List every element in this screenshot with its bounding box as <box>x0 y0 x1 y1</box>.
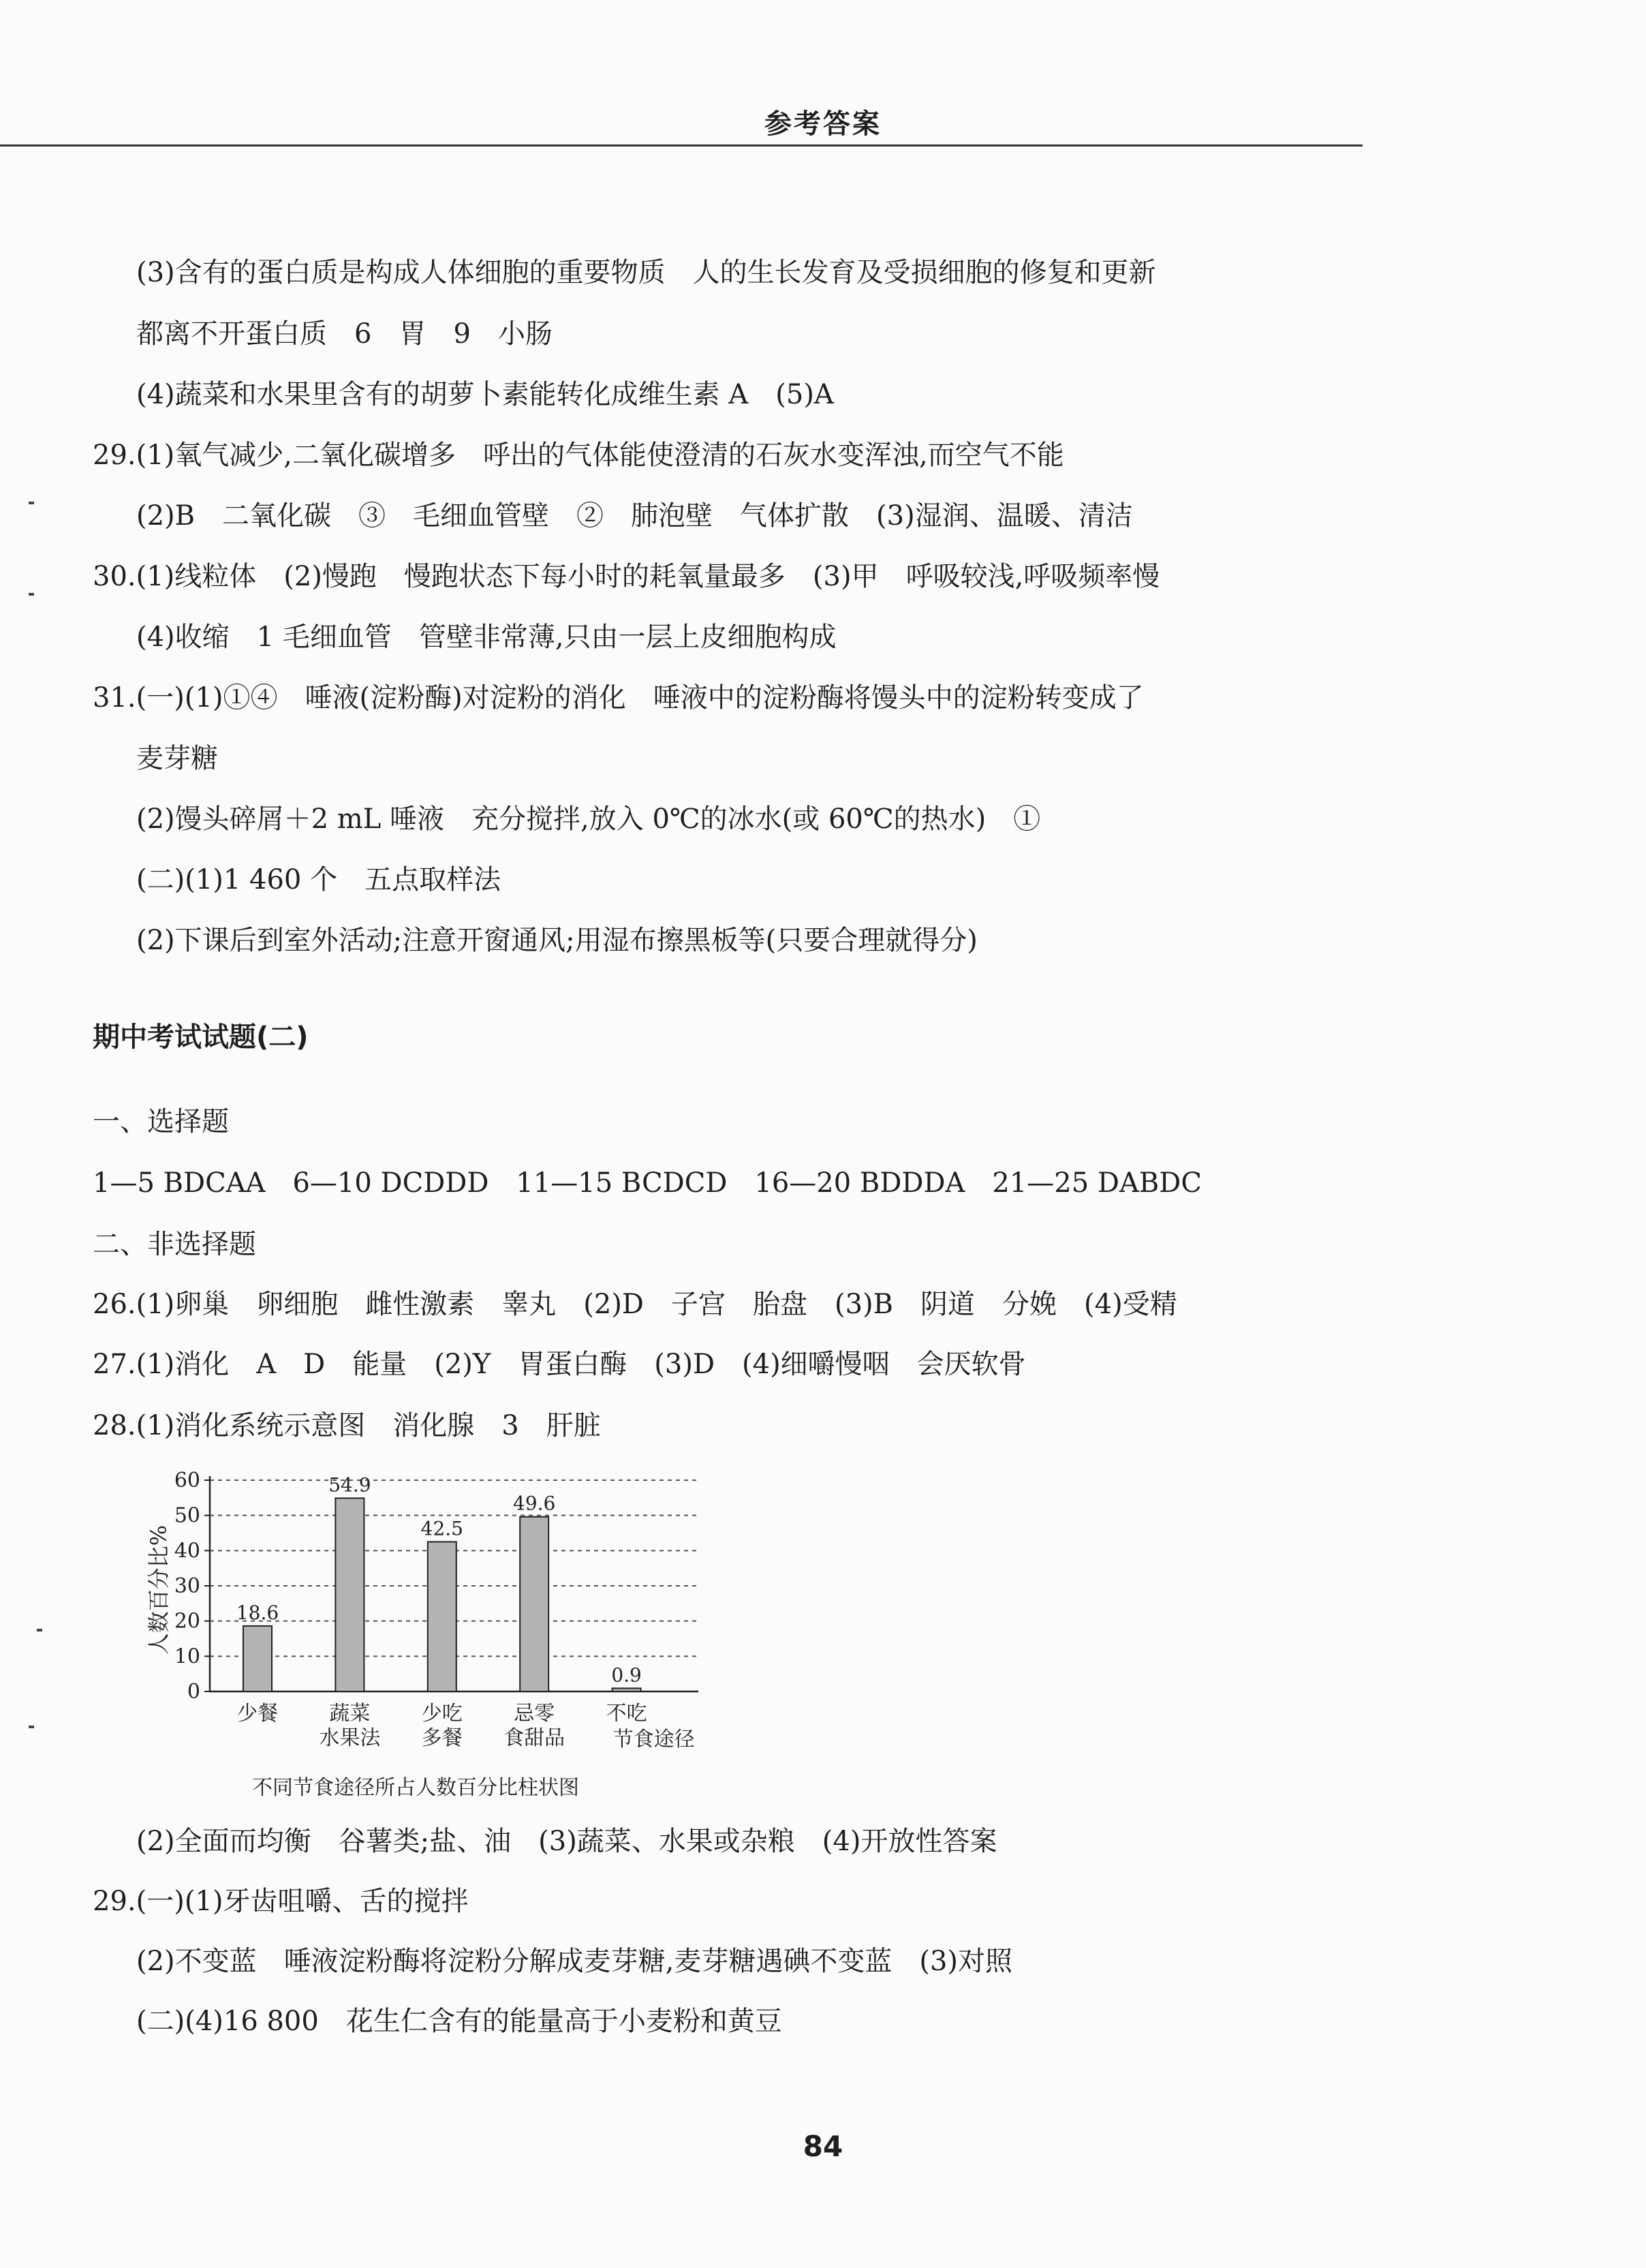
x-tick-label: 多餐 <box>421 1726 463 1750</box>
data-label: 54.9 <box>328 1473 371 1497</box>
x-tick-label: 少餐 <box>237 1702 278 1726</box>
bar <box>520 1517 548 1691</box>
bar <box>335 1498 364 1691</box>
answer-line: 一、选择题 <box>93 1106 229 1137</box>
answer-line: 28.(1)消化系统示意图 消化腺 3 肝脏 <box>93 1410 601 1441</box>
answer-line: (2)B 二氧化碳 ③ 毛细血管壁 ② 肺泡壁 气体扩散 (3)湿润、温暖、清洁 <box>136 500 1133 532</box>
answer-line: 30.(1)线粒体 (2)慢跑 慢跑状态下每小时的耗氧量最多 (3)甲 呼吸较浅,呼吸频率慢 <box>93 561 1160 592</box>
data-label: 42.5 <box>420 1517 463 1540</box>
scan-mark <box>29 1726 34 1728</box>
y-tick-label: 0 <box>187 1680 200 1704</box>
page-number: 84 <box>803 2130 843 2163</box>
data-label: 18.6 <box>236 1601 279 1624</box>
answer-line: 29.(1)氧气减少,二氧化碳增多 呼出的气体能使澄清的石灰水变浑浊,而空气不能 <box>93 440 1064 471</box>
data-label: 49.6 <box>513 1492 556 1515</box>
answer-line: (二)(4)16 800 花生仁含有的能量高于小麦粉和黄豆 <box>136 2006 782 2037</box>
answer-line: 26.(1)卵巢 卵细胞 雌性激素 睾丸 (2)D 子宫 胎盘 (3)B 阴道 分娩 (4)受精 <box>93 1289 1177 1320</box>
bar-chart-svg <box>136 1465 749 1806</box>
answer-line: (4)收缩 1 毛细血管 管壁非常薄,只由一层上皮细胞构成 <box>136 622 837 653</box>
y-tick-label: 40 <box>174 1539 200 1563</box>
chart-caption: 不同节食途径所占人数百分比柱状图 <box>252 1776 579 1800</box>
answer-line: (2)馒头碎屑＋2 mL 唾液 充分搅拌,放入 0℃的冰水(或 60℃的热水) ① <box>136 803 1041 835</box>
y-axis-label: 人数百分比% <box>146 1524 172 1655</box>
answer-line: 27.(1)消化 A D 能量 (2)Y 胃蛋白酶 (3)D (4)细嚼慢咽 会厌软骨 <box>93 1349 1026 1380</box>
scan-mark <box>29 502 34 504</box>
answer-line: 1—5 BDCAA 6—10 DCDDD 11—15 BCDCD 16—20 BDDDA 21—25 DABDC <box>93 1167 1202 1199</box>
bar <box>428 1542 456 1691</box>
scan-mark <box>37 1629 42 1631</box>
answer-line: 31.(一)(1)①④ 唾液(淀粉酶)对淀粉的消化 唾液中的淀粉酶将馒头中的淀粉转变成了 <box>93 682 1144 714</box>
x-axis-label: 节食途径 <box>612 1728 695 1751</box>
x-tick-label: 水果法 <box>319 1726 381 1750</box>
answer-line: 29.(一)(1)牙齿咀嚼、舌的搅拌 <box>93 1886 469 1917</box>
header-rule <box>0 144 1363 147</box>
answer-line: (4)蔬菜和水果里含有的胡萝卜素能转化成维生素 A (5)A <box>136 379 834 410</box>
section-title: 期中考试试题(二) <box>93 1022 309 1053</box>
answer-line: 二、非选择题 <box>93 1229 256 1260</box>
x-tick-label: 忌零 <box>514 1702 555 1726</box>
answer-line: (二)(1)1 460 个 五点取样法 <box>136 864 501 895</box>
x-tick-label: 食甜品 <box>503 1726 565 1750</box>
scan-mark <box>29 593 34 596</box>
y-tick-label: 20 <box>174 1609 200 1634</box>
answer-line: 都离不开蛋白质 6 胃 9 小肠 <box>136 318 553 350</box>
x-tick-label: 少吃 <box>421 1702 463 1726</box>
y-tick-label: 10 <box>174 1644 200 1669</box>
x-tick-label: 蔬菜 <box>329 1702 371 1726</box>
page-header-title: 参考答案 <box>764 108 882 140</box>
bar <box>612 1688 641 1691</box>
answer-line: (3)含有的蛋白质是构成人体细胞的重要物质 人的生长发育及受损细胞的修复和更新 <box>136 257 1156 288</box>
answer-line: (2)全面而均衡 谷薯类;盐、油 (3)蔬菜、水果或杂粮 (4)开放性答案 <box>136 1826 997 1857</box>
answer-line: (2)不变蓝 唾液淀粉酶将淀粉分解成麦芽糖,麦芽糖遇碘不变蓝 (3)对照 <box>136 1946 1013 1977</box>
answer-line: 麦芽糖 <box>136 743 218 774</box>
y-tick-label: 30 <box>174 1574 200 1598</box>
answer-line: (2)下课后到室外活动;注意开窗通风;用湿布擦黑板等(只要合理就得分) <box>136 925 978 956</box>
x-tick-label: 不吃 <box>606 1702 647 1726</box>
bar-chart <box>136 1465 749 1806</box>
y-tick-label: 60 <box>174 1469 200 1492</box>
bar <box>243 1626 272 1691</box>
data-label: 0.9 <box>611 1664 642 1687</box>
y-tick-label: 50 <box>174 1503 200 1528</box>
